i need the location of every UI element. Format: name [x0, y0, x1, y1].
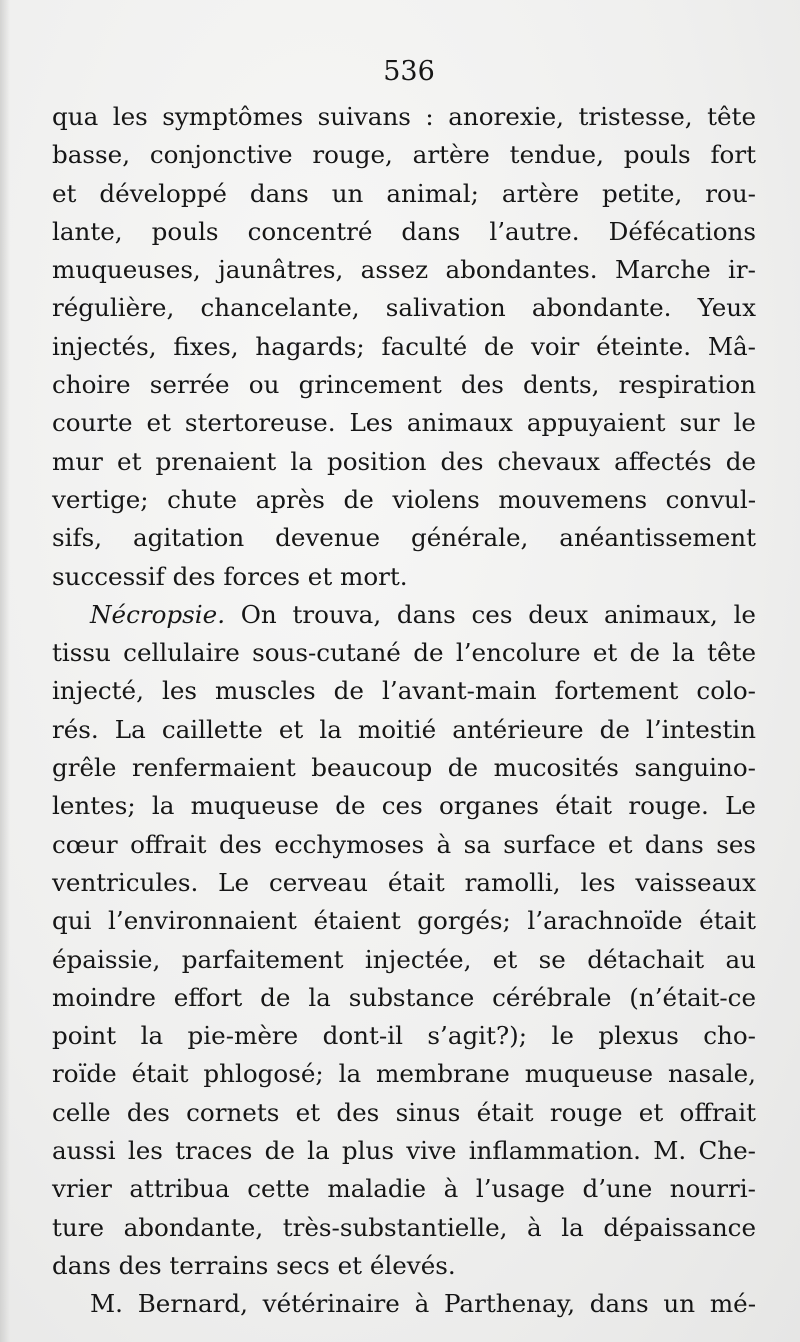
text-line: courte et stertoreuse. Les animaux appuyaient sur le [52, 408, 756, 438]
text-line: basse, conjonctive rouge, artère tendue, pouls fort [52, 140, 756, 170]
paragraph-necropsy [52, 596, 756, 1285]
page-edge-shadow [0, 0, 10, 1342]
text-line: injecté, les muscles de l’avant-main fortement colo- [52, 676, 756, 706]
text-line: point la pie-mère dont-il s’agit?); le plexus cho- [52, 1021, 756, 1051]
text-line: sifs, agitation devenue générale, anéantissement [52, 523, 756, 553]
text-line: M. Bernard, vétérinaire à Parthenay, dans un mé- [90, 1289, 756, 1319]
text-line: successif des forces et mort. [52, 561, 408, 591]
text-line: celle des cornets et des sinus était rouge et offrait [52, 1097, 756, 1127]
text-line: rés. La caillette et la moitié antérieure de l’intestin [52, 714, 756, 744]
paragraph-symptoms [52, 98, 756, 596]
body-text [52, 98, 756, 1324]
text-line: muqueuses, jaunâtres, assez abondantes. Marche ir- [52, 255, 756, 285]
text-line: lentes; la muqueuse de ces organes était rouge. Le [52, 791, 756, 821]
text-line: tissu cellulaire sous-cutané de l’encolure et de la tête [52, 638, 756, 668]
text-line: vrier attribua cette maladie à l’usage d’une nourri- [52, 1174, 756, 1204]
text-line: qua les symptômes suivans : anorexie, tristesse, tête [52, 102, 756, 131]
text-line: injectés, fixes, hagards; faculté de voir éteinte. Mâ- [52, 331, 756, 361]
text-line: ventricules. Le cerveau était ramolli, les vaisseaux [52, 867, 756, 897]
text-line: vertige; chute après de violens mouvemens convul- [52, 484, 756, 514]
text-line: choire serrée ou grincement des dents, respiration [52, 370, 756, 400]
text-line-first [52, 596, 756, 634]
text-line: épaissie, parfaitement injectée, et se détachait au [52, 944, 756, 974]
text-line: mur et prenaient la position des chevaux affectés de [52, 446, 756, 476]
text-line: régulière, chancelante, salivation abondante. Yeux [52, 293, 756, 323]
text-line: qui l’environnaient étaient gorgés; l’arachnoïde était [52, 906, 756, 936]
paragraph-bernard [52, 1285, 756, 1323]
text-line: cœur offrait des ecchymoses à sa surface et dans ses [52, 829, 756, 859]
page-number: 536 [383, 56, 435, 87]
text-line: lante, pouls concentré dans l’autre. Défécations [52, 216, 756, 246]
text-line-rest: On trouva, dans ces deux animaux, le [225, 599, 756, 629]
text-line: moindre effort de la substance cérébrale (n’était-ce [52, 982, 756, 1012]
text-line: grêle renfermaient beaucoup de mucosités sanguino- [52, 753, 756, 783]
text-line: roïde était phlogosé; la membrane muqueuse nasale, [52, 1059, 756, 1089]
text-line: et développé dans un animal; artère petite, rou- [52, 178, 756, 208]
text-line: ture abondante, très-substantielle, à la dépaissance [52, 1212, 756, 1242]
text-line: dans des terrains secs et élevés. [52, 1250, 456, 1280]
text-line: aussi les traces de la plus vive inflammation. M. Che- [52, 1136, 756, 1166]
necropsy-heading: Nécropsie. [90, 599, 226, 629]
